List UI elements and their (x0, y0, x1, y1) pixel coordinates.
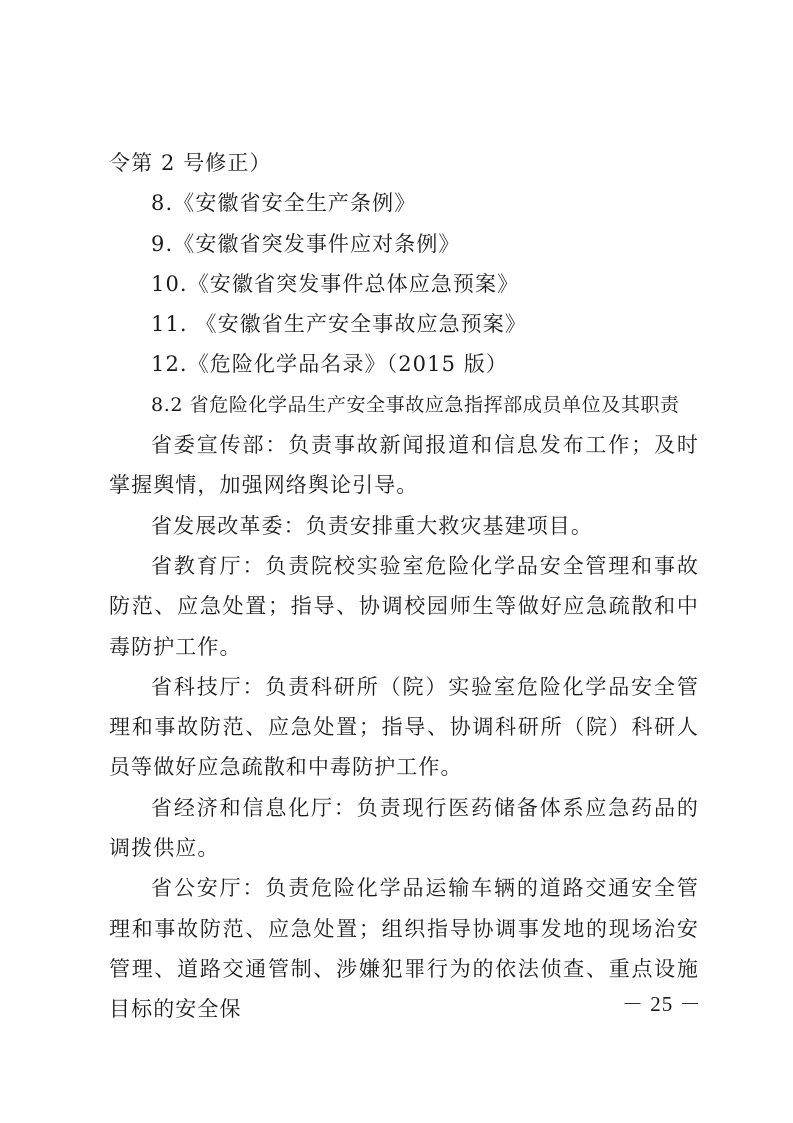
list-item-10: 10.《安徽省突发事件总体应急预案》 (151, 271, 520, 296)
paragraph-public-security-dept: 省公安厅：负责危险化学品运输车辆的道路交通安全管理和事故防范、应急处置；组织指导协调事发地的现场治安管理、道路交通管制、涉嫌犯罪行为的依法侦查、重点设施目标的安全保 (109, 876, 699, 1022)
page-number: － 25 － (622, 992, 702, 1016)
paragraph-regulation-continuation: 令第 2 号修正） (109, 151, 272, 175)
paragraph-development-reform: 省发展改革委：负责安排重大救灾基建项目。 (151, 513, 593, 538)
list-item-11: 11. 《安徽省生产安全事故应急预案》 (151, 312, 527, 337)
list-item-12: 12.《危险化学品名录》（2015 版） (151, 352, 509, 377)
section-heading-8-2: 8.2 省危险化学品生产安全事故应急指挥部成员单位及其职责 (151, 393, 680, 416)
paragraph-science-dept: 省科技厅：负责科研所（院）实验室危险化学品安全管理和事故防范、应急处置；指导、协调科研所（院）科研人员等做好应急疏散和中毒防护工作。 (109, 674, 699, 780)
document-body (109, 143, 699, 1030)
paragraph-education-dept: 省教育厅：负责院校实验室危险化学品安全管理和事故防范、应急处置；指导、协调校园师生等做好应急疏散和中毒防护工作。 (109, 553, 699, 659)
paragraph-propaganda-dept: 省委宣传部：负责事故新闻报道和信息发布工作；及时掌握舆情，加强网络舆论引导。 (109, 433, 699, 498)
list-item-9: 9.《安徽省突发事件应对条例》 (151, 231, 461, 256)
paragraph-economy-info-dept: 省经济和信息化厅：负责现行医药储备体系应急药品的调拨供应。 (109, 795, 699, 861)
list-item-8: 8.《安徽省安全生产条例》 (151, 191, 417, 216)
